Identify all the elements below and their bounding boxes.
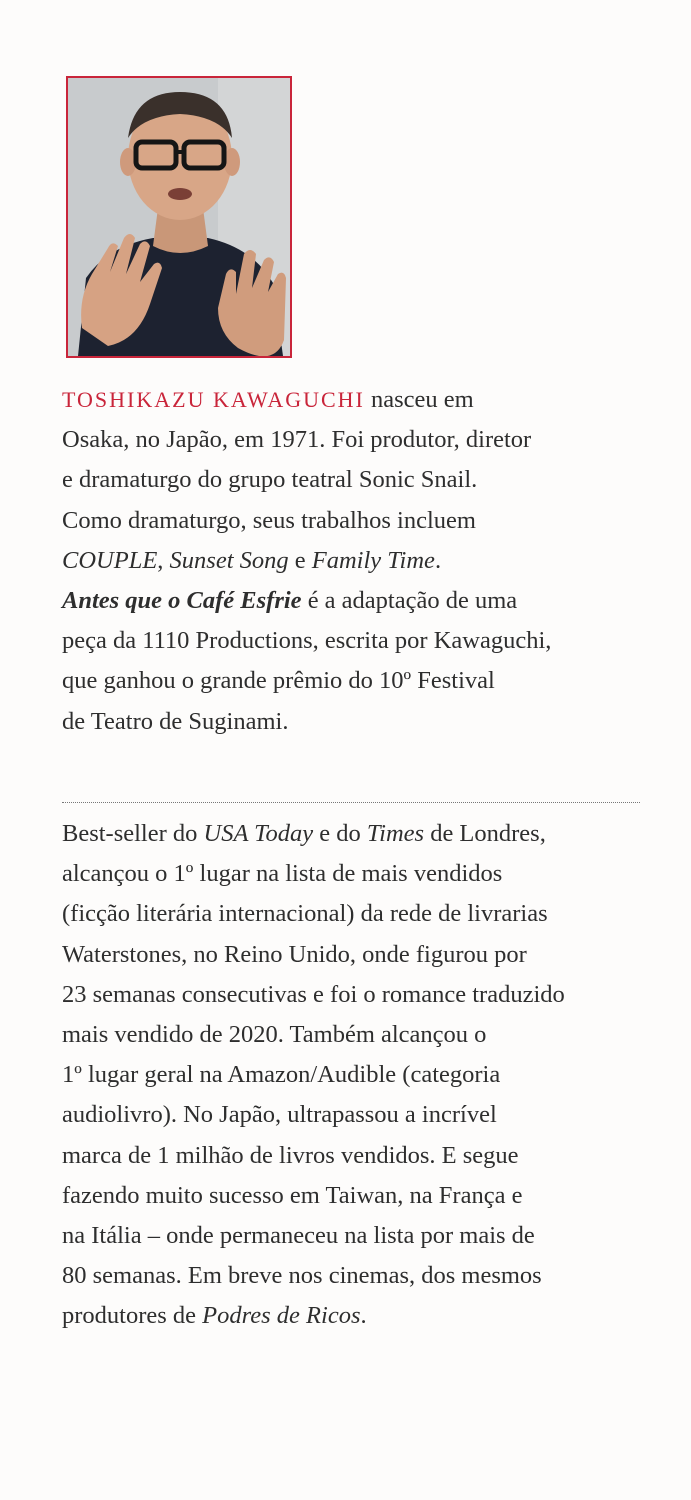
bio-line-8: que ganhou o grande prêmio do 10º Festival — [62, 667, 495, 695]
blurb-line-11: na Itália – onde permaneceu na lista por mais de — [62, 1222, 535, 1250]
blurb-line-7: 1º lugar geral na Amazon/Audible (categoria — [62, 1061, 501, 1089]
blurb-line-2: alcançou o 1º lugar na lista de mais vendidos — [62, 860, 503, 888]
book-title: Antes que o Café Esfrie — [62, 587, 302, 615]
work-title: COUPLE — [62, 546, 158, 574]
blurb-line-3: (ficção literária internacional) da rede de livrarias — [62, 900, 548, 928]
blurb-text: Best-seller do — [62, 820, 204, 847]
bio-text: , — [157, 546, 170, 574]
author-photo — [66, 76, 292, 358]
bio-line-6 — [62, 581, 662, 621]
blurb-line-4: Waterstones, no Reino Unido, onde figurou por — [62, 940, 527, 968]
blurb-text: . — [360, 1302, 367, 1330]
author-bio — [62, 380, 662, 742]
publication-name: USA Today — [203, 820, 314, 847]
blurb-text: e do — [313, 820, 367, 847]
blurb-line-5: 23 semanas consecutivas e foi o romance traduzido — [62, 980, 565, 1008]
bio-line-4: Como dramaturgo, seus trabalhos incluem — [62, 506, 476, 534]
work-title: Sunset Song — [169, 546, 289, 574]
bio-line-1 — [62, 380, 662, 420]
work-title: Family Time — [311, 546, 435, 574]
blurb-text: produtores de — [62, 1302, 203, 1330]
bio-line-7: peça da 1110 Productions, escrita por Kawaguchi, — [62, 627, 552, 655]
blurb-line-6: mais vendido de 2020. Também alcançou o — [62, 1021, 487, 1049]
film-title: Podres de Ricos — [202, 1302, 361, 1330]
author-portrait-icon — [68, 78, 290, 356]
blurb-line-10: fazendo muito sucesso em Taiwan, na França e — [62, 1181, 523, 1209]
blurb-text: de Londres, — [424, 820, 546, 847]
blurb-line-1 — [62, 814, 662, 854]
blurb-line-8: audiolivro). No Japão, ultrapassou a incrível — [62, 1101, 497, 1129]
blurb-line-12: 80 semanas. Em breve nos cinemas, dos mesmos — [62, 1262, 542, 1290]
blurb-line-9: marca de 1 milhão de livros vendidos. E segue — [62, 1141, 519, 1169]
bio-line-2: Osaka, no Japão, em 1971. Foi produtor, diretor — [62, 426, 532, 454]
bio-line-9: de Teatro de Suginami. — [62, 707, 289, 735]
book-blurb — [62, 814, 662, 1337]
bio-line-3: e dramaturgo do grupo teatral Sonic Snail. — [62, 466, 478, 494]
blurb-line-13 — [62, 1296, 662, 1336]
bio-line-5 — [62, 541, 662, 581]
publication-name: Times — [366, 820, 425, 847]
bio-text: e — [288, 546, 312, 574]
bio-text: . — [434, 546, 442, 574]
author-name: TOSHIKAZU KAWAGUCHI — [62, 387, 365, 412]
bio-text: nasceu em — [364, 386, 474, 413]
dotted-divider — [62, 802, 640, 803]
bio-text: é a adaptação de uma — [301, 587, 518, 615]
